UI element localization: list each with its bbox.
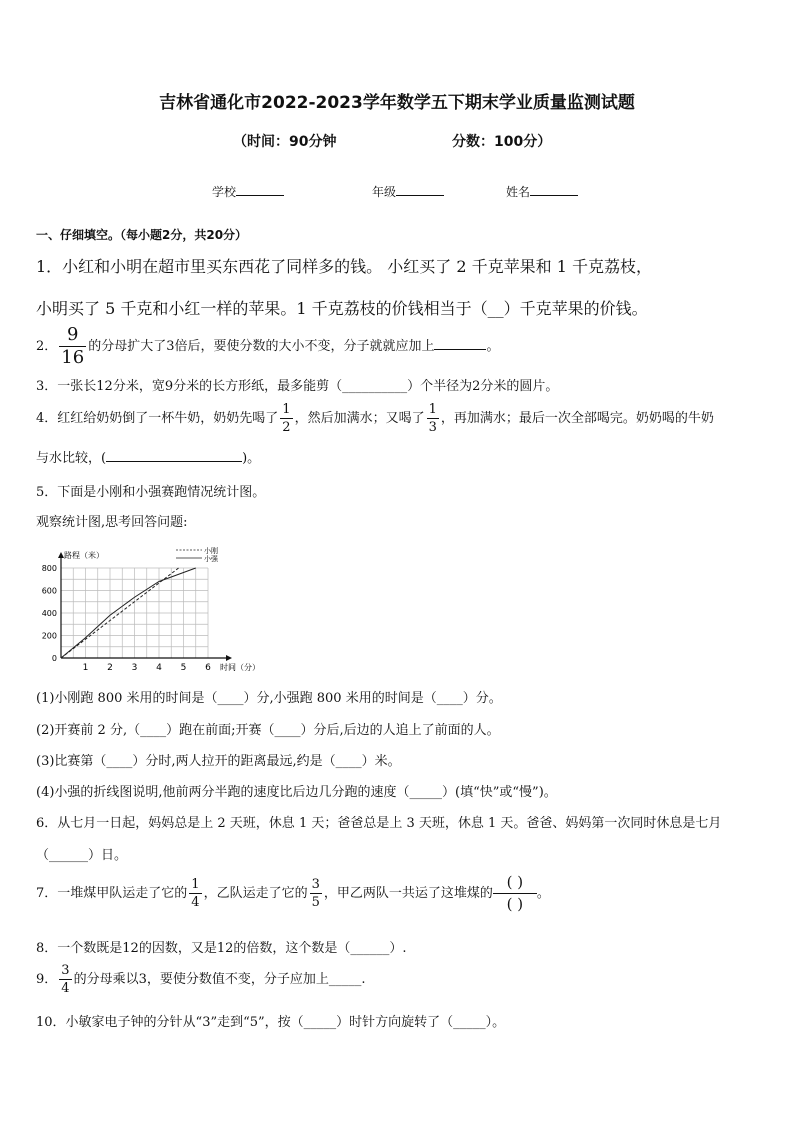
- legend-label: 小刚: [204, 547, 218, 555]
- race-line-chart: [36, 540, 276, 672]
- section-heading: 一、仔细填空。（每小题2分，共20分）: [36, 228, 248, 242]
- question-9: 9． $\frac{3}{4}$ 的分母乘以3，要使分数值不变，分子应加上_____.: [36, 963, 366, 996]
- name-field[interactable]: [506, 183, 578, 200]
- question-5-stem: 5．下面是小刚和小强赛跑情况统计图。: [36, 485, 266, 500]
- fraction-3-4: $\frac{3}{4}$: [61, 963, 70, 996]
- question-5-part3: (3)比赛第（____）分时,两人拉开的距离最远,约是（____）米。: [36, 754, 401, 769]
- name-label: 姓名: [506, 185, 531, 199]
- fraction-1-2: $\frac{1}{2}$: [282, 402, 291, 435]
- question-5-sub: 观察统计图,思考回答问题:: [36, 515, 188, 530]
- x-tick-label: 2: [107, 663, 113, 672]
- x-axis-label: 时间（分）: [220, 663, 260, 672]
- question-1-line2: 小明买了 5 千克和小红一样的苹果。1 千克荔枝的价钱相当于（__）千克苹果的价钱。: [36, 299, 648, 318]
- y-axis-label: 路程（米）: [64, 551, 104, 560]
- fraction-9-16: $\frac{9}{16}$: [61, 324, 85, 368]
- exam-score: 分数：100分）: [452, 134, 552, 150]
- y-tick-label: 0: [51, 654, 57, 663]
- fraction-3-5: $\frac{3}{5}$: [311, 877, 320, 910]
- question-4-line2: 与水比较，( )。: [36, 451, 261, 466]
- exam-time: （时间：90分钟: [233, 134, 337, 150]
- question-5-part4: (4)小强的折线图说明,他前两分半跑的速度比后边几分跑的速度（_____）(填“快”或“慢”)。: [36, 785, 557, 800]
- question-4-line1: 4．红红给奶奶倒了一杯牛奶，奶奶先喝了 $\frac{1}{2}$ ，然后加满水；又喝了 $\frac{1}{3}$ ，再加满水；最后一次全部喝完。奶奶喝的牛奶: [36, 402, 714, 435]
- question-6-line1: 6．从七月一日起，妈妈总是上 2 天班，休息 1 天；爸爸总是上 3 天班，休息 1 天。爸爸、妈妈第一次同时休息是七月: [36, 816, 722, 831]
- school-field[interactable]: [212, 183, 284, 200]
- question-8: 8．一个数既是12的因数，又是12的倍数，这个数是（______）.: [36, 941, 407, 956]
- answer-blank[interactable]: [106, 449, 242, 462]
- question-6-line2: （______）日。: [36, 848, 128, 863]
- x-tick-label: 3: [131, 663, 138, 672]
- question-3: 3．一张长12分米，宽9分米的长方形纸，最多能剪（__________）个半径为2分米的圆片。: [36, 379, 559, 394]
- question-7: 7．一堆煤甲队运走了它的 $\frac{1}{4}$ ，乙队运走了它的 $\frac{3}{5}$ ，甲乙两队一共运了这堆煤的 $\frac{( )}{( )}$ 。: [36, 873, 550, 913]
- y-tick-label: 400: [41, 609, 57, 618]
- question-5-part2: (2)开赛前 2 分,（____）跑在前面;开赛（____）分后,后边的人追上了前面的人。: [36, 723, 500, 738]
- question-10: 10．小敏家电子钟的分针从“3”走到“5”，按（_____）时针方向旋转了（_____）。: [36, 1015, 506, 1030]
- y-tick-label: 200: [41, 631, 57, 641]
- x-tick-label: 6: [205, 663, 211, 672]
- x-tick-label: 4: [156, 663, 162, 672]
- question-2: 2． $\frac{9}{16}$ 的分母扩大了3倍后，要使分数的大小不变，分子就就应加上 。: [36, 324, 500, 368]
- y-tick-label: 600: [41, 586, 57, 596]
- y-tick-label: 800: [41, 564, 57, 573]
- grade-field[interactable]: [372, 183, 444, 200]
- grade-label: 年级: [372, 185, 397, 199]
- answer-fraction-blank[interactable]: $\frac{( )}{( )}$: [493, 875, 537, 912]
- legend-label: 小强: [204, 555, 218, 563]
- answer-blank[interactable]: [434, 337, 486, 350]
- fraction-1-4: $\frac{1}{4}$: [191, 877, 200, 910]
- question-1-line1: 1．小红和小明在超市里买东西花了同样多的钱。 小红买了 2 千克苹果和 1 千克荔枝，: [36, 257, 652, 276]
- x-tick-label: 5: [180, 663, 187, 672]
- x-tick-label: 1: [82, 663, 89, 672]
- exam-title: 吉林省通化市2022-2023学年数学五下期末学业质量监测试题: [159, 93, 635, 113]
- fraction-1-3: $\frac{1}{3}$: [428, 402, 437, 435]
- question-5-part1: (1)小刚跑 800 米用的时间是（____）分,小强跑 800 米用的时间是（____）分。: [36, 691, 502, 706]
- school-label: 学校: [212, 185, 237, 199]
- x-axis-arrow: [226, 655, 232, 661]
